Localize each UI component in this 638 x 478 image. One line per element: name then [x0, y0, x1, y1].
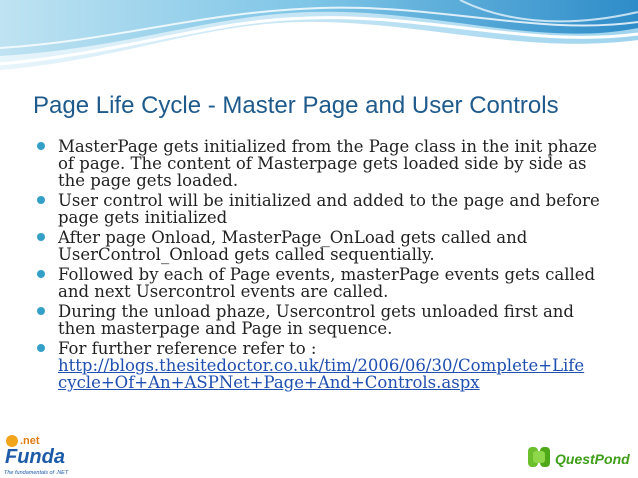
reference-link[interactable]: http://blogs.thesitedoctor.co.uk/tim/2006/06/30/Complete+Life cycle+Of+An+ASPNet+Page+And+Controls.aspx [58, 356, 585, 392]
svg-text:QuestPond: QuestPond [555, 451, 630, 467]
bullet-icon [37, 142, 45, 150]
dotnetfunda-logo [2, 432, 84, 478]
svg-text:Funda: Funda [5, 446, 65, 468]
bullet-icon [37, 307, 45, 315]
bullet-item: Followed by each of Page events, masterPage events gets called and next Usercontrol events are called. [36, 266, 611, 300]
bullet-item: MasterPage gets initialized from the Page class in the init phaze of page. The content of Masterpage gets loaded side by side as the page gets loaded. [36, 138, 611, 189]
svg-text:.net: .net [20, 435, 40, 447]
bullet-icon [37, 233, 45, 241]
questpond-logo [522, 441, 638, 478]
bullet-item-reference [36, 340, 611, 391]
reference-text: For further reference refer to : [58, 339, 317, 358]
bullet-item: During the unload phaze, Usercontrol gets unloaded first and then masterpage and Page in sequence. [36, 303, 611, 337]
bullet-icon [37, 270, 45, 278]
bullet-list [36, 138, 611, 394]
bullet-item: After page Onload, MasterPage_OnLoad gets called and UserControl_Onload gets called sequentially. [36, 229, 611, 263]
slide-title: Page Life Cycle - Master Page and User Controls [33, 92, 559, 119]
bullet-item: User control will be initialized and added to the page and before page gets initialized [36, 192, 611, 226]
svg-text:The fundamentals of .NET: The fundamentals of .NET [4, 470, 69, 476]
bullet-icon [37, 344, 45, 352]
header-wave-banner [0, 0, 638, 80]
bullet-icon [37, 196, 45, 204]
